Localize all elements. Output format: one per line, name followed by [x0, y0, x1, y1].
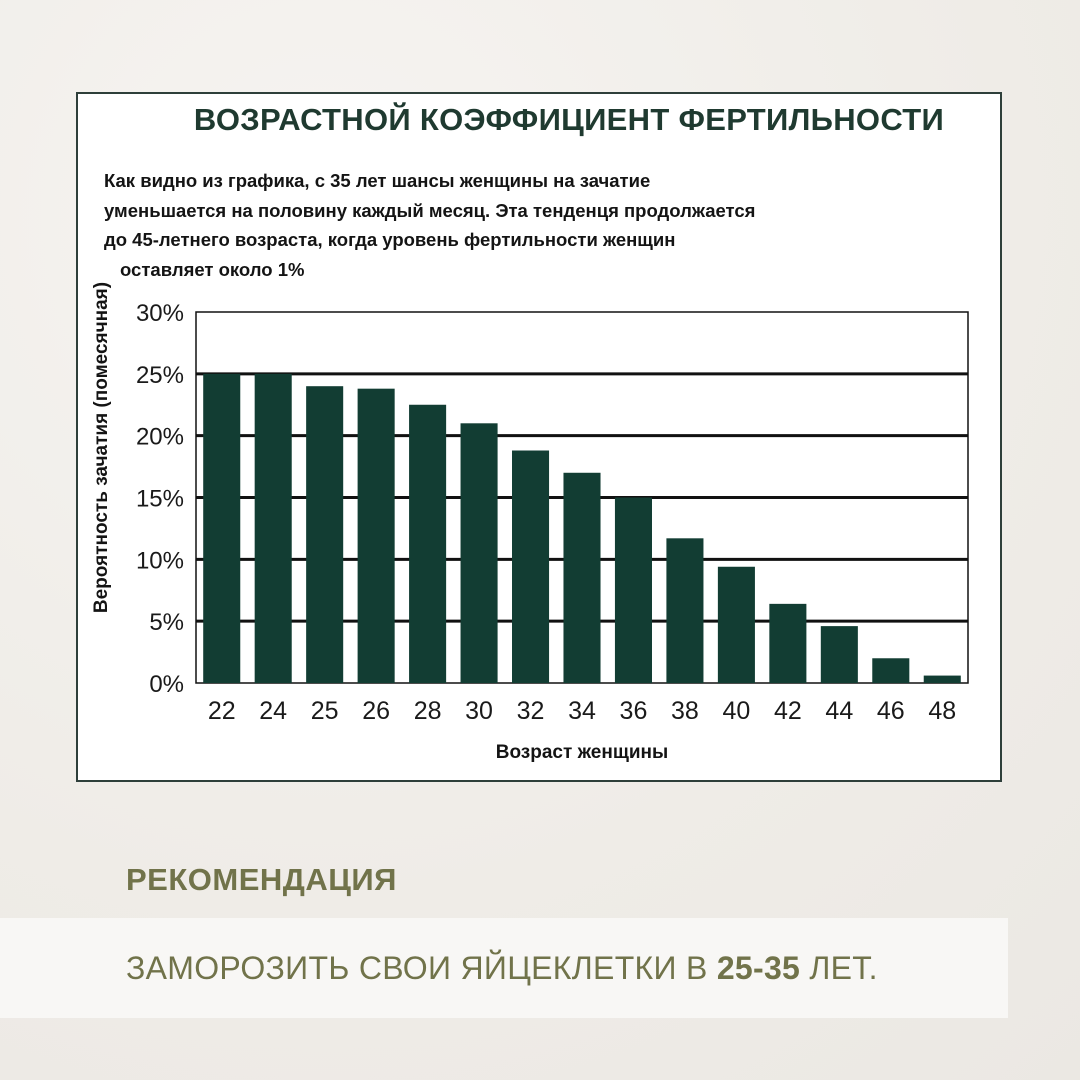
x-tick-label: 24 — [259, 697, 288, 725]
recommendation-text-end: ЛЕТ. — [800, 950, 878, 986]
bar — [409, 405, 446, 683]
x-tick-label: 26 — [362, 697, 391, 725]
chart-description-line: до 45-летнего возраста, когда уровень фертильности женщин — [104, 229, 676, 250]
recommendation-label: РЕКОМЕНДАЦИЯ — [126, 862, 397, 897]
bar — [924, 676, 961, 683]
x-tick-label: 22 — [207, 697, 236, 725]
chart-title: ВОЗРАСТНОЙ КОЭФФИЦИЕНТ ФЕРТИЛЬНОСТИ — [193, 102, 945, 137]
y-tick-label: 25% — [135, 361, 184, 389]
bar — [461, 423, 498, 683]
bar — [821, 626, 858, 683]
bar — [563, 473, 600, 683]
y-tick-label: 20% — [135, 423, 184, 451]
y-tick-label: 10% — [135, 547, 184, 575]
y-tick-label: 0% — [149, 671, 184, 698]
y-axis-label: Вероятность зачатия (помесячная) — [91, 281, 112, 614]
chart-description-line: оставляет около 1% — [120, 258, 305, 280]
x-tick-label: 25 — [310, 697, 339, 725]
chart-description-line: уменьшается на половину каждый месяц. Эта тенденця продолжается — [104, 199, 756, 221]
x-tick-label: 38 — [671, 697, 699, 725]
fertility-chart-card — [76, 92, 1002, 782]
recommendation-text-start: ЗАМОРОЗИТЬ СВОИ ЯЙЦЕКЛЕТКИ В — [126, 950, 717, 986]
x-tick-label: 36 — [619, 697, 648, 725]
bar — [666, 538, 703, 683]
x-tick-label: 48 — [928, 697, 957, 725]
y-tick-label: 5% — [149, 609, 184, 637]
bar — [255, 374, 292, 683]
chart-description-line: Как видно из графика, с 35 лет шансы женщины на зачатие — [104, 170, 651, 191]
x-tick-label: 32 — [516, 697, 545, 725]
x-tick-label: 42 — [773, 697, 802, 725]
bar — [306, 386, 343, 683]
recommendation-text — [126, 950, 878, 987]
x-tick-label: 40 — [722, 697, 751, 725]
bar — [769, 604, 806, 683]
bar — [203, 374, 240, 683]
bar — [615, 498, 652, 684]
bar — [358, 389, 395, 683]
y-tick-label: 30% — [135, 300, 184, 327]
x-tick-label: 34 — [568, 697, 596, 725]
x-tick-label: 30 — [465, 697, 493, 725]
x-axis-label: Возраст женщины — [495, 742, 669, 763]
y-tick-label: 15% — [135, 485, 184, 513]
bar — [718, 567, 755, 683]
x-tick-label: 28 — [413, 697, 442, 725]
bar — [512, 451, 549, 683]
x-tick-label: 46 — [876, 697, 905, 725]
recommendation-age-range: 25-35 — [716, 950, 801, 986]
bar-chart — [78, 94, 1000, 780]
bar — [872, 658, 909, 683]
x-tick-label: 44 — [825, 697, 854, 725]
